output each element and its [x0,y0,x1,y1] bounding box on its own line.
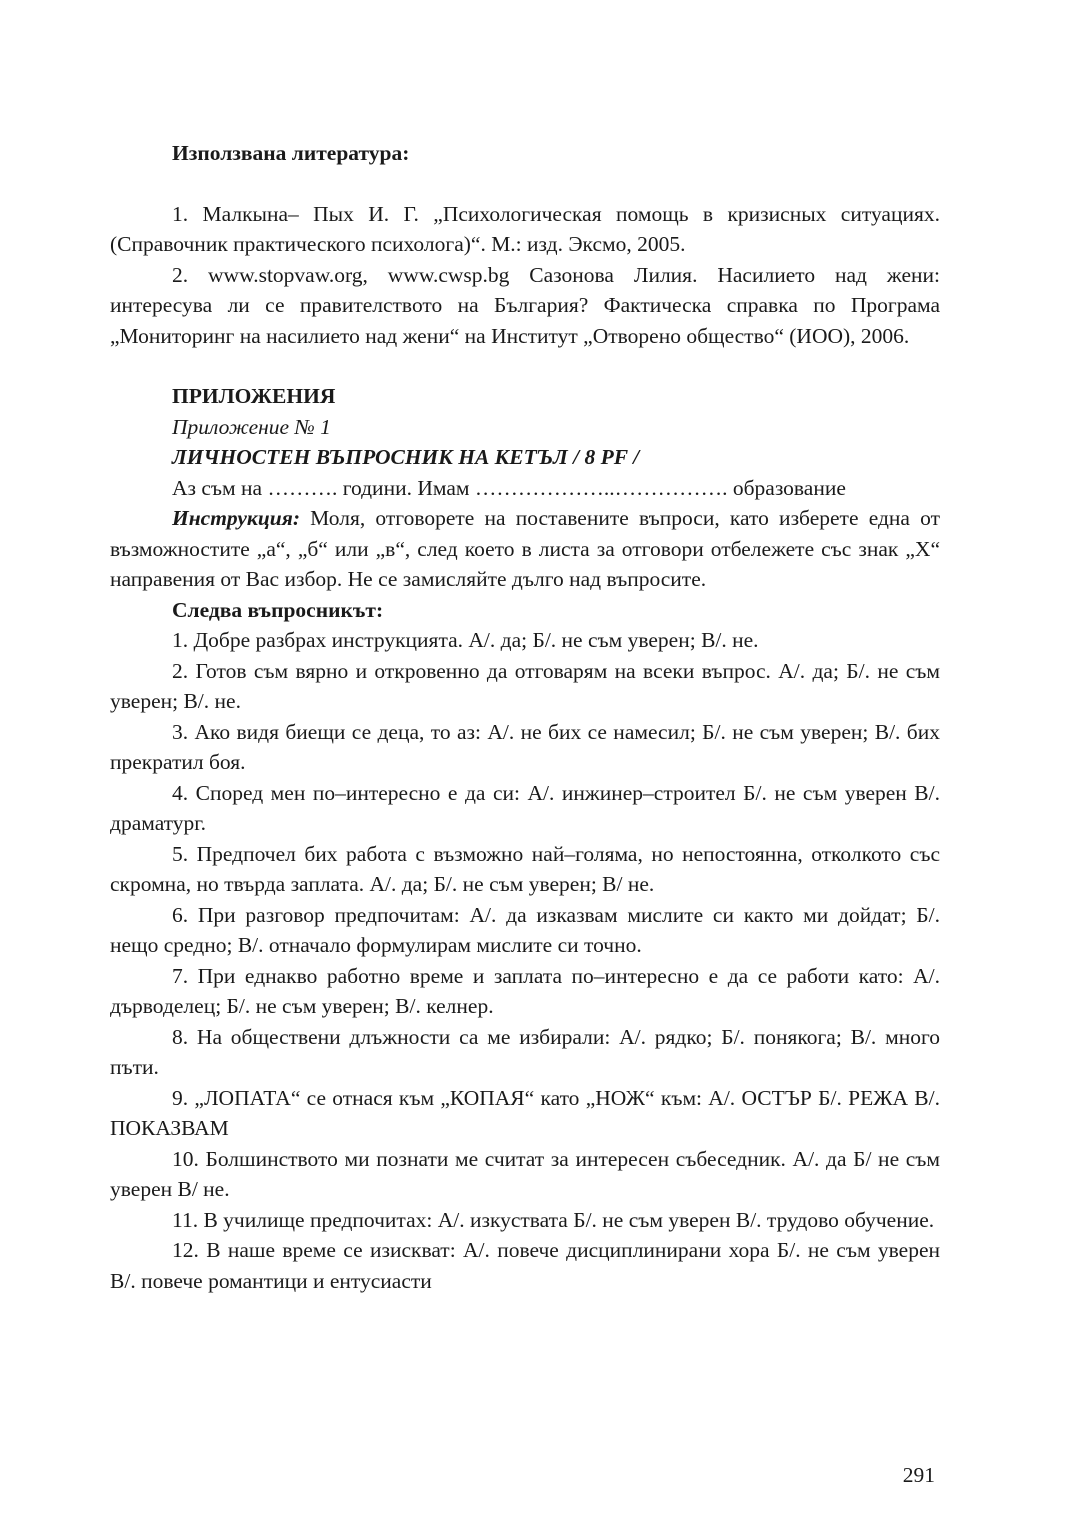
reference-item: 1. Малкына– Пых И. Г. „Психологическая помощь в кризисных ситуациях. (Справочник практического психолога)“. М.: изд. Эксмо, 2005. [110,201,940,256]
question-item: 12. В наше време се изискват: А/. повече дисциплинирани хора Б/. не съм уверен В/. повече романтици и ентусиасти [110,1238,940,1293]
question-item: 4. Според мен по–интересно е да си: А/. инжинер–строител Б/. не съм уверен В/. драматург. [110,780,940,835]
question-item: 6. При разговор предпочитам: А/. да изказвам мислите си както ми дойдат; Б/. нещо средно; В/. отначало формулирам мислите си точно. [110,902,940,957]
question-item: 8. На обществени длъжности са ме избирали: А/. рядко; Б/. понякога; В/. много пъти. [110,1024,940,1079]
reference-list [110,199,940,352]
instruction-label: Инструкция: [172,506,300,530]
appendix-number: Приложение № 1 [172,414,331,439]
question-item: 9. „ЛОПАТА“ се отнася към „КОПАЯ“ като „НОЖ“ към: А/. ОСТЪР Б/. РЕЖА В/. ПОКАЗВАМ [110,1085,940,1140]
question-item: 1. Добре разбрах инструкцията. А/. да; Б/. не съм уверен; В/. не. [172,628,759,652]
question-item: 10. Болшинството ми познати ме считат за интересен събеседник. А/. да Б/ не съм уверен В/ не. [110,1146,940,1201]
question-item: 11. В училище предпочитах: А/. изкуствата Б/. не съм уверен В/. трудово обучение. [172,1207,935,1232]
follows-label: Следва въпросникът: [172,597,384,622]
question-item: 7. При еднакво работно време и заплата по–интересно е да се работи като: А/. дърводелец; Б/. не съм уверен; В/. келнер. [110,963,940,1018]
page-number: 291 [902,1463,935,1487]
literature-heading: Използвана литература: [172,141,410,165]
question-item: 3. Ако видя биещи се деца, то аз: А/. не бих се намесил; Б/. не съм уверен; В/. бих прекратил боя. [110,719,940,774]
question-item: 5. Предпочел бих работа с възможно най–голяма, но непостоянна, отколкото със скромна, но твърда заплата. А/. да; Б/. не съм уверен; В/ не. [110,841,940,896]
page-content [110,138,940,1296]
question-item: 2. Готов съм вярно и откровенно да отговарям на всеки въпрос. А/. да; Б/. не съм уверен; В/. не. [110,658,940,713]
instruction-paragraph [110,503,940,595]
intro-line: Аз съм на ………. години. Имам ………………..……………. образование [172,475,846,500]
questionnaire-title: ЛИЧНОСТЕН ВЪПРОСНИК НА КЕТЪЛ / 8 PF / [172,445,640,469]
reference-item: 2. www.stopvaw.org, www.cwsp.bg Сазонова Лилия. Насилието над жени: интересува ли се правителството на България? Фактическа справка по Програма „Мониторинг на насилието над жени“ на Институт „Отворено общество“ (ИОО), 2006. [110,262,940,348]
instruction-text: Моля, отговорете на поставените въпроси, като изберете една от възможностите „а“, „б“ или „в“, след което в листа за отговори отбележете със знак „Х“ направения от Вас избор. Не се замисляйте дълго над въпросите. [110,506,940,591]
appendices-title: ПРИЛОЖЕНИЯ [172,384,336,408]
question-list [110,625,940,1296]
